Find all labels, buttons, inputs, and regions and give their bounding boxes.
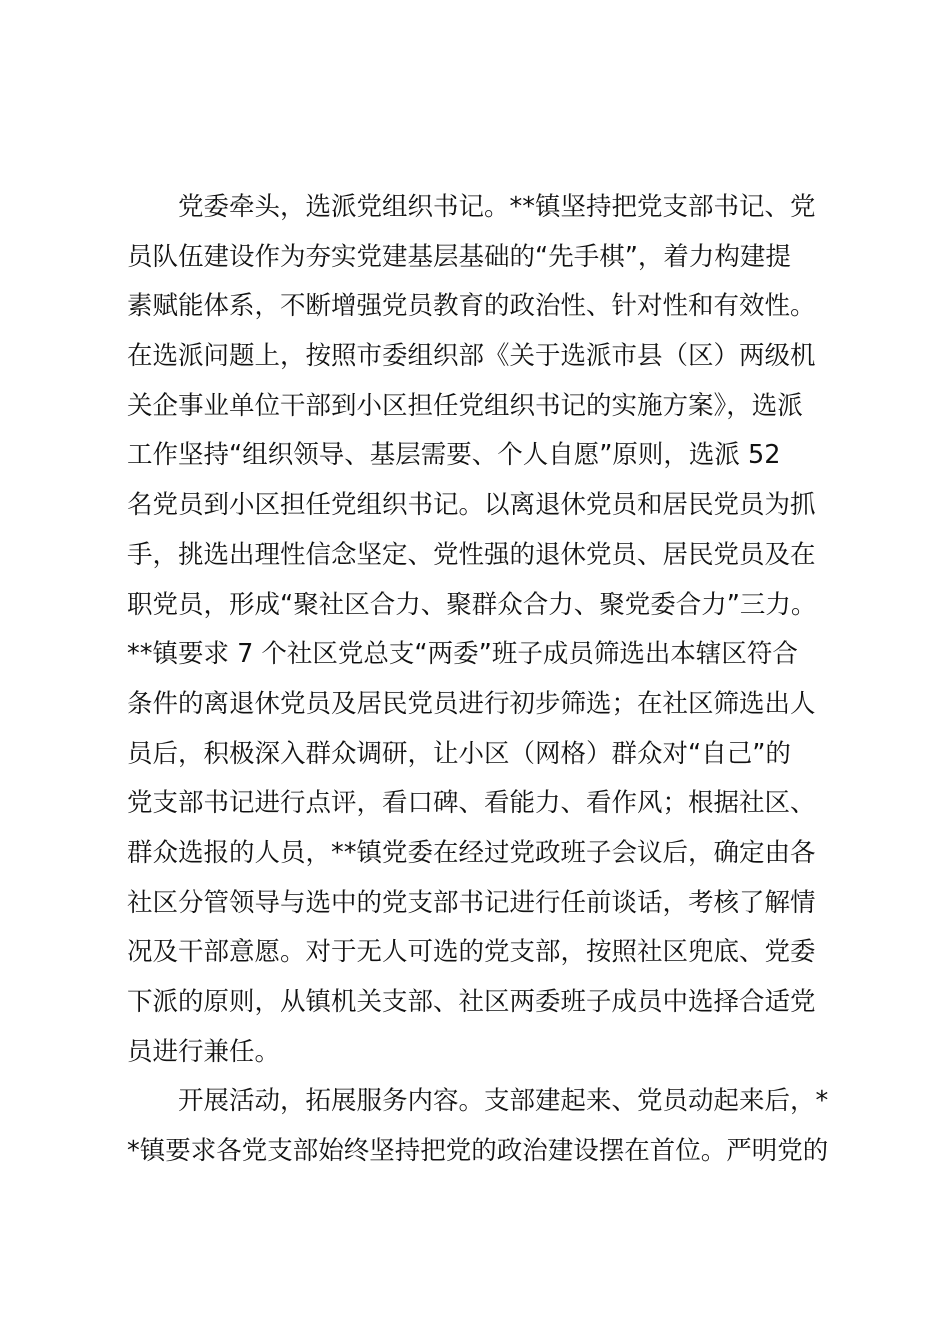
- text-line: 条件的离退休党员及居民党员进行初步筛选；在社区筛选出人: [127, 688, 816, 719]
- text-line: 况及干部意愿。对于无人可选的党支部，按照社区兜底、党委: [127, 937, 816, 968]
- text-line: 素赋能体系，不断增强党员教育的政治性、针对性和有效性。: [127, 291, 816, 322]
- text-line: 党委牵头，选派党组织书记。**镇坚持把党支部书记、党: [127, 192, 816, 222]
- text-line: 员队伍建设作为夯实党建基层基础的“先手棋”，着力构建提: [127, 241, 791, 272]
- text-line: 社区分管领导与选中的党支部书记进行任前谈话，考核了解情: [127, 887, 816, 918]
- text-line: 名党员到小区担任党组织书记。以离退休党员和居民党员为抓: [127, 490, 816, 521]
- text-line: 下派的原则，从镇机关支部、社区两委班子成员中选择合适党: [127, 987, 816, 1017]
- text-line: 员后，积极深入群众调研，让小区（网格）群众对“自己”的: [127, 738, 791, 769]
- text-line: **镇要求 7 个社区党总支“两委”班子成员筛选出本辖区符合: [127, 639, 798, 670]
- text-line: 员进行兼任。: [127, 1036, 281, 1067]
- text-line: *镇要求各党支部始终坚持把党的政治建设摆在首位。严明党的: [127, 1136, 829, 1167]
- paragraph-1: [127, 183, 837, 1077]
- text-line: 手，挑选出理性信念坚定、党性强的退休党员、居民党员及在: [127, 539, 816, 570]
- document-body: [127, 183, 837, 1177]
- text-line: 党支部书记进行点评，看口碑、看能力、看作风；根据社区、: [127, 788, 816, 819]
- text-line: 群众选报的人员，**镇党委在经过党政班子会议后，确定由各: [127, 837, 816, 868]
- text-line: 工作坚持“组织领导、基层需要、个人自愿”原则，选派 52: [127, 440, 781, 471]
- text-line: 职党员，形成“聚社区合力、聚群众合力、聚党委合力”三力。: [127, 589, 817, 620]
- text-line: 在选派问题上，按照市委组织部《关于选派市县（区）两级机: [127, 341, 816, 372]
- paragraph-2: [127, 1077, 837, 1176]
- text-line: 关企事业单位干部到小区担任党组织书记的实施方案》，选派: [127, 390, 803, 421]
- text-line: 开展活动，拓展服务内容。支部建起来、党员动起来后，*: [127, 1086, 829, 1117]
